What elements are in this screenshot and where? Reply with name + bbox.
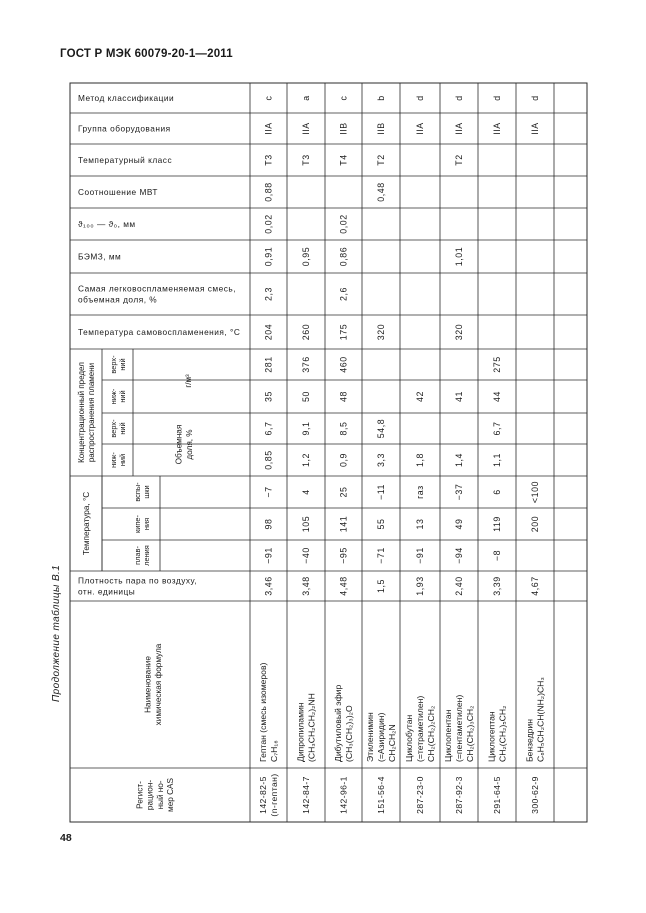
cell-uel-g: 460 bbox=[338, 356, 349, 373]
head-flash: вспы-шки bbox=[132, 482, 152, 502]
head-lower-g: ниж-ний bbox=[108, 388, 128, 405]
cell-melt: −91 bbox=[415, 547, 426, 564]
cell-cas-number: 142-82-5(n-гептан) bbox=[258, 773, 279, 817]
cell-cas-number: 287-23-0 bbox=[415, 776, 426, 814]
cell-group: IIA bbox=[530, 122, 541, 135]
cell-name-formula: Гептан (смесь изомеров)C₇H₁₆ bbox=[258, 662, 279, 762]
cell-group: IIA bbox=[301, 122, 312, 135]
cell-lel-g: 35 bbox=[263, 391, 274, 402]
head-upper-vol: верх-ний bbox=[108, 419, 128, 438]
cell-group: IIA bbox=[492, 122, 503, 135]
cell-method: c bbox=[338, 95, 349, 101]
cell-uel-vol: 6,7 bbox=[263, 421, 274, 436]
cell-mixture: 2,3 bbox=[263, 286, 274, 302]
cell-method: d bbox=[530, 95, 541, 101]
cell-tclass: Т3 bbox=[263, 154, 274, 166]
cell-mesg: 1,01 bbox=[454, 246, 465, 267]
cell-boil: 105 bbox=[301, 515, 312, 533]
cell-lel-g: 50 bbox=[301, 391, 312, 402]
cell-lel-vol: 1,4 bbox=[454, 452, 465, 468]
cell-mixture: 2,6 bbox=[338, 286, 349, 302]
cell-group: IIA bbox=[415, 122, 426, 135]
head-name-formula: Наименованиехимическая формула bbox=[143, 643, 163, 726]
head-lower-vol: ниж-ний bbox=[108, 452, 128, 468]
cell-method: c bbox=[263, 95, 274, 101]
cell-lel-g: 41 bbox=[454, 391, 465, 402]
cell-tclass: Т2 bbox=[376, 154, 387, 166]
cell-cas-number: 291-64-5 bbox=[492, 776, 503, 814]
cell-cas-number: 142-84-7 bbox=[301, 776, 312, 814]
cell-name-formula: Этиленимин(=Азиридин)CH₂CH₂N bbox=[365, 712, 397, 762]
cell-cas-number: 151-56-4 bbox=[376, 776, 387, 814]
cell-name-formula: ЦиклогептанCH₂(CH₂)₅CH₂ bbox=[486, 705, 508, 762]
cell-name-formula: Дибутиловый эфир(CH₃(CH₂)₃)₂O bbox=[333, 684, 354, 762]
cell-group: IIA bbox=[454, 122, 465, 135]
head-upper-g: верх-ний bbox=[108, 355, 128, 374]
cell-flash: 6 bbox=[492, 489, 503, 495]
cell-boil: 49 bbox=[454, 518, 465, 530]
head-flammability-limits: Концентрационный пределраспространения пламени bbox=[76, 362, 96, 463]
cell-group: IIB bbox=[376, 122, 387, 135]
cell-melt: −91 bbox=[263, 547, 274, 564]
cell-density: 2,40 bbox=[454, 576, 465, 596]
cell-uel-vol: 6,7 bbox=[492, 421, 503, 436]
cell-cas-number: 300-62-9 bbox=[530, 776, 541, 814]
cell-method: a bbox=[301, 95, 312, 101]
cell-boil: 55 bbox=[376, 518, 387, 530]
head-theta: ϑ₁₀₀ — ϑ₀, мм bbox=[78, 218, 136, 229]
cell-flash: 25 bbox=[338, 486, 349, 498]
head-vol-percent: Объемнаядоля, % bbox=[174, 424, 194, 465]
cell-boil: 98 bbox=[263, 518, 274, 530]
head-method: Метод классификации bbox=[78, 92, 175, 103]
cell-mic: 0,48 bbox=[376, 182, 387, 202]
cell-lel-g: 48 bbox=[338, 391, 349, 402]
cell-flash: газ bbox=[415, 485, 426, 499]
cell-boil: 13 bbox=[415, 518, 426, 530]
cell-mesg: 0,91 bbox=[263, 246, 274, 267]
cell-cas-number: 287-92-3 bbox=[454, 776, 465, 814]
cell-lel-g: 42 bbox=[415, 391, 426, 402]
cell-uel-vol: 54,8 bbox=[376, 418, 387, 439]
cell-lel-vol: 1,1 bbox=[492, 452, 503, 468]
cell-density: 1,5 bbox=[376, 578, 387, 594]
cell-tclass: Т3 bbox=[301, 154, 312, 166]
cell-method: d bbox=[415, 95, 426, 101]
cell-tclass: Т4 bbox=[338, 154, 349, 166]
cell-density: 3,39 bbox=[492, 576, 503, 596]
cell-lel-vol: 1,8 bbox=[415, 452, 426, 468]
cell-flash: <100 bbox=[530, 480, 541, 504]
cell-method: d bbox=[492, 95, 503, 101]
cell-melt: −40 bbox=[301, 547, 312, 564]
head-equipment-group: Группа оборудования bbox=[78, 123, 171, 134]
cell-uel-g: 275 bbox=[492, 356, 503, 373]
head-mesg: БЭМЗ, мм bbox=[78, 251, 122, 262]
cell-flash: −11 bbox=[376, 483, 387, 501]
cell-density: 4,48 bbox=[338, 576, 349, 596]
cell-boil: 200 bbox=[530, 515, 541, 533]
cell-autoign: 260 bbox=[301, 323, 312, 341]
head-boiling: кипе-ния bbox=[132, 515, 152, 533]
head-temp-class: Температурный класс bbox=[78, 154, 173, 165]
head-vapour-density: Плотность пара по воздуху, отн. единицы bbox=[78, 575, 198, 597]
document-header: ГОСТ Р МЭК 60079-20-1—2011 bbox=[60, 48, 233, 60]
cell-group: IIA bbox=[263, 122, 274, 135]
cell-method: d bbox=[454, 95, 465, 101]
cell-density: 3,46 bbox=[263, 576, 274, 596]
cell-autoign: 320 bbox=[454, 323, 465, 341]
cell-flash: −7 bbox=[263, 486, 274, 498]
cell-melt: −71 bbox=[376, 547, 387, 564]
page-number: 48 bbox=[60, 832, 72, 844]
cell-melt: −94 bbox=[454, 547, 465, 564]
cell-flash: 4 bbox=[301, 489, 312, 495]
cell-uel-vol: 9,1 bbox=[301, 421, 312, 436]
cell-lel-vol: 1,2 bbox=[301, 452, 312, 468]
head-cas-number: Регист-рацион-ный но-мер CAS bbox=[135, 778, 176, 812]
head-mic-ratio: Соотношение МВТ bbox=[78, 186, 158, 197]
cell-group: IIB bbox=[338, 122, 349, 135]
cell-mic: 0,88 bbox=[263, 182, 274, 202]
cell-lel-g: 44 bbox=[492, 391, 503, 402]
cell-name-formula: Циклобутан(=тетраметилен)CH₂(CH₂)₂CH₂ bbox=[404, 695, 436, 762]
cell-melt: −95 bbox=[338, 547, 349, 564]
cell-theta: 0,02 bbox=[338, 214, 349, 234]
cell-autoign: 175 bbox=[338, 323, 349, 341]
cell-method: b bbox=[376, 95, 387, 101]
cell-mesg: 0,95 bbox=[301, 246, 312, 267]
cell-name-formula: Дипропиламин(CH₃CH₂CH₂)₂NH bbox=[295, 693, 317, 762]
head-temperature: Температура, °С bbox=[81, 491, 91, 556]
head-melting: плав-ления bbox=[132, 545, 152, 566]
cell-melt: −8 bbox=[492, 549, 503, 562]
cell-density: 1,93 bbox=[415, 576, 426, 596]
cell-tclass: Т2 bbox=[454, 154, 465, 166]
table-caption: Продолжение таблицы В.1 bbox=[51, 564, 62, 702]
cell-density: 4,67 bbox=[530, 576, 541, 596]
cell-autoign: 320 bbox=[376, 323, 387, 341]
cell-theta: 0,02 bbox=[263, 214, 274, 234]
cell-boil: 141 bbox=[338, 515, 349, 533]
cell-autoign: 204 bbox=[263, 323, 274, 341]
head-autoignition: Температура самовоспламенения, °С bbox=[78, 326, 241, 337]
cell-uel-vol: 8,5 bbox=[338, 421, 349, 436]
cell-density: 3,48 bbox=[301, 576, 312, 596]
cell-name-formula: Циклопентан(=пентаметилен)CH₂(CH₂)₃CH₂ bbox=[443, 694, 475, 762]
cell-boil: 119 bbox=[492, 516, 503, 532]
cell-uel-g: 376 bbox=[301, 356, 312, 373]
cell-flash: −37 bbox=[454, 483, 465, 501]
table-cells bbox=[77, 93, 546, 817]
cell-lel-vol: 0,9 bbox=[338, 452, 349, 468]
cell-cas-number: 142-96-1 bbox=[338, 776, 349, 814]
cell-uel-g: 281 bbox=[263, 356, 274, 373]
cell-lel-vol: 3,3 bbox=[376, 452, 387, 468]
cell-mesg: 0,86 bbox=[338, 246, 349, 267]
head-most-ignitable: Самая легковоспламеняемая смесь, объемная доля, % bbox=[78, 283, 237, 305]
head-g-m3: г/м³ bbox=[183, 374, 193, 388]
cell-lel-vol: 0,85 bbox=[263, 450, 274, 470]
cell-name-formula: БензедринC₆H₅CH₂CH(NH₂)CH₃ bbox=[524, 677, 546, 762]
